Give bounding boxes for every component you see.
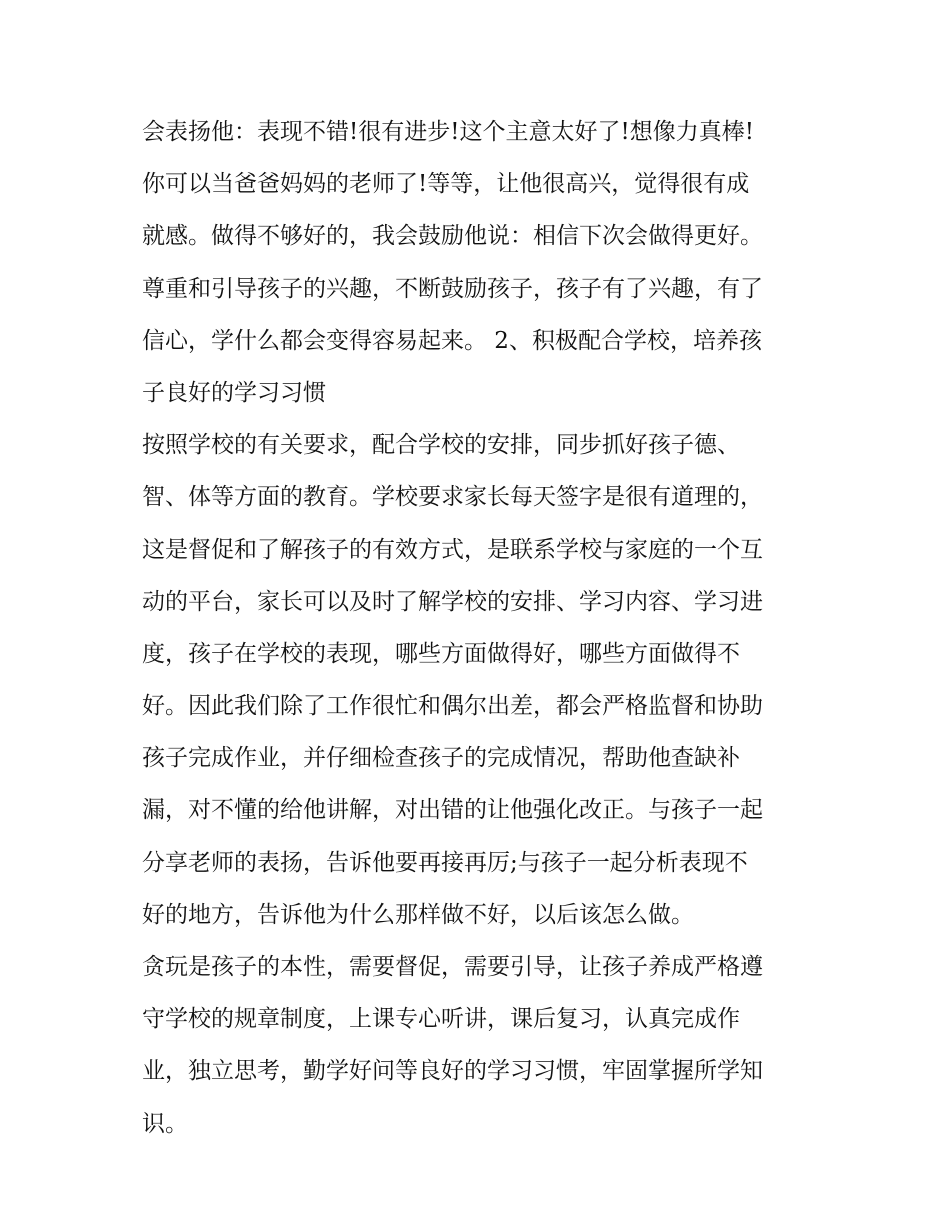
text-line: 会表扬他：表现不错!很有进步!这个主意太好了!想像力真棒! [142,119,754,145]
text-line: 贪玩是孩子的本性，需要督促，需要引导，让孩子养成严格遵 [142,954,763,980]
text-line: 守学校的规章制度，上课专心听讲，课后复习，认真完成作 [142,1006,740,1033]
text-line: 度，孩子在学校的表现，哪些方面做得好，哪些方面做得不 [142,640,740,667]
text-line: 好。因此我们除了工作很忙和偶尔出差，都会严格监督和协助 [142,693,763,720]
text-line: 你可以当爸爸妈妈的老师了!等等，让他很高兴，觉得很有成 [142,171,750,198]
text-line: 按照学校的有关要求，配合学校的安排，同步抓好孩子德、 [142,432,740,459]
text-line: 孩子完成作业，并仔细检查孩子的完成情况，帮助他查缺补 [142,745,740,772]
text-line: 好的地方，告诉他为什么那样做不好，以后该怎么做。 [142,901,694,928]
text-line: 分享老师的表扬，告诉他要再接再厉;与孩子一起分析表现不 [142,849,748,876]
text-line: 漏，对不懂的给他讲解，对出错的让他强化改正。与孩子一起 [142,797,763,824]
body-text [142,106,822,1150]
text-line: 业，独立思考，勤学好问等良好的学习习惯，牢固掌握所学知 [142,1058,763,1085]
text-line: 就感。做得不够好的，我会鼓励他说：相信下次会做得更好。 [142,223,763,250]
text-line: 动的平台，家长可以及时了解学校的安排、学习内容、学习进 [142,588,763,615]
text-line: 智、体等方面的教育。学校要求家长每天签字是很有道理的， [142,484,763,511]
text-line: 信心，学什么都会变得容易起来。 2、积极配合学校，培养孩 [142,327,762,354]
text-line: 这是督促和了解孩子的有效方式，是联系学校与家庭的一个互 [142,536,763,563]
text-line: 子良好的学习习惯 [142,379,326,406]
text-line: 尊重和引导孩子的兴趣，不断鼓励孩子，孩子有了兴趣，有了 [142,275,763,302]
text-line: 识。 [142,1110,188,1137]
